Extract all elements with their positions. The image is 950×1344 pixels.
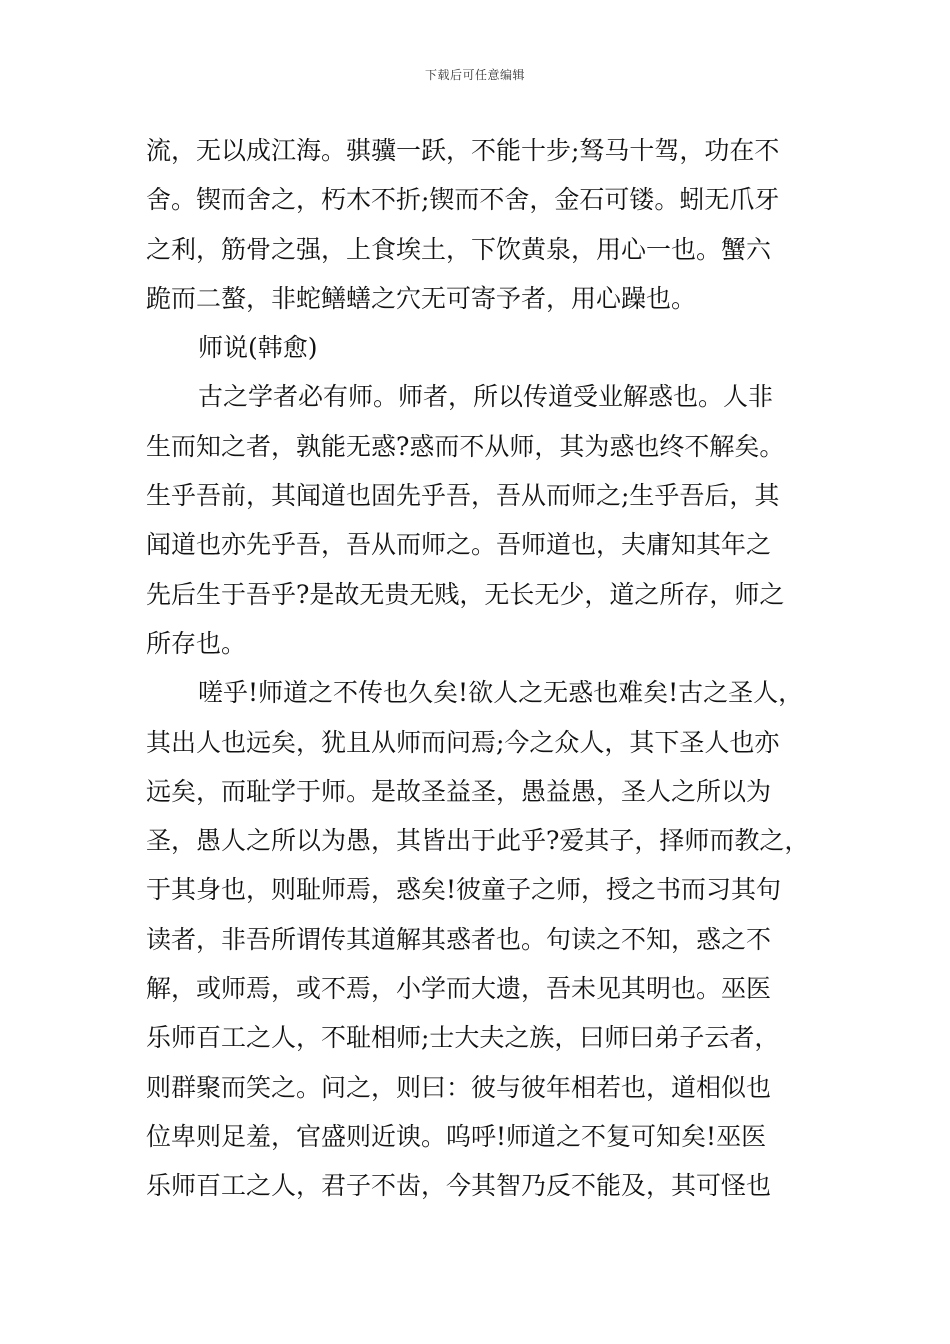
section-title: 师说(韩愈) bbox=[198, 333, 318, 363]
text-line: 位卑则足羞，官盛则近谀。呜呼!师道之不复可知矣!巫医 bbox=[146, 1121, 767, 1151]
text-line: 乐师百工之人，君子不齿，今其智乃反不能及，其可怪也 bbox=[146, 1171, 772, 1201]
document-body bbox=[146, 126, 836, 1211]
text-line: 解，或师焉，或不焉，小学而大遗，吾未见其明也。巫医 bbox=[146, 974, 772, 1004]
text-line: 远矣，而耻学于师。是故圣益圣，愚益愚，圣人之所以为 bbox=[146, 776, 772, 806]
text-line: 先后生于吾乎?是故无贵无贱，无长无少，道之所存，师之 bbox=[146, 579, 785, 609]
text-line: 嗟乎!师道之不传也久矣!欲人之无惑也难矣!古之圣人， bbox=[198, 678, 804, 708]
text-line: 所存也。 bbox=[146, 628, 247, 658]
text-line: 之利，筋骨之强，上食埃土，下饮黄泉，用心一也。蟹六 bbox=[146, 234, 772, 264]
text-line: 生乎吾前，其闻道也固先乎吾，吾从而师之;生乎吾后，其 bbox=[146, 481, 780, 511]
text-line: 圣，愚人之所以为愚，其皆出于此乎?爱其子，择师而教之， bbox=[146, 826, 810, 856]
text-line: 于其身也，则耻师焉，惑矣!彼童子之师，授之书而习其句 bbox=[146, 875, 782, 905]
text-line: 其出人也远矣，犹且从师而问焉;今之众人，其下圣人也亦 bbox=[146, 727, 780, 757]
page-header: 下载后可任意编辑 bbox=[424, 68, 525, 82]
text-line: 读者，非吾所谓传其道解其惑者也。句读之不知，惑之不 bbox=[146, 924, 772, 954]
text-line: 舍。锲而舍之，朽木不折;锲而不舍，金石可镂。蚓无爪牙 bbox=[146, 185, 780, 215]
text-line: 乐师百工之人，不耻相师;士大夫之族，曰师曰弟子云者， bbox=[146, 1023, 780, 1053]
text-line: 则群聚而笑之。问之，则曰：彼与彼年相若也，道相似也 bbox=[146, 1072, 772, 1102]
text-line: 古之学者必有师。师者，所以传道受业解惑也。人非 bbox=[198, 382, 774, 412]
text-line: 闻道也亦先乎吾，吾从而师之。吾师道也，夫庸知其年之 bbox=[146, 530, 772, 560]
text-line: 跪而二螯，非蛇鳝蟮之穴无可寄予者，用心躁也。 bbox=[146, 283, 697, 313]
text-line: 流，无以成江海。骐骥一跃，不能十步;驽马十驾，功在不 bbox=[146, 136, 780, 165]
text-line: 生而知之者，孰能无惑?惑而不从师，其为惑也终不解矣。 bbox=[146, 431, 785, 461]
